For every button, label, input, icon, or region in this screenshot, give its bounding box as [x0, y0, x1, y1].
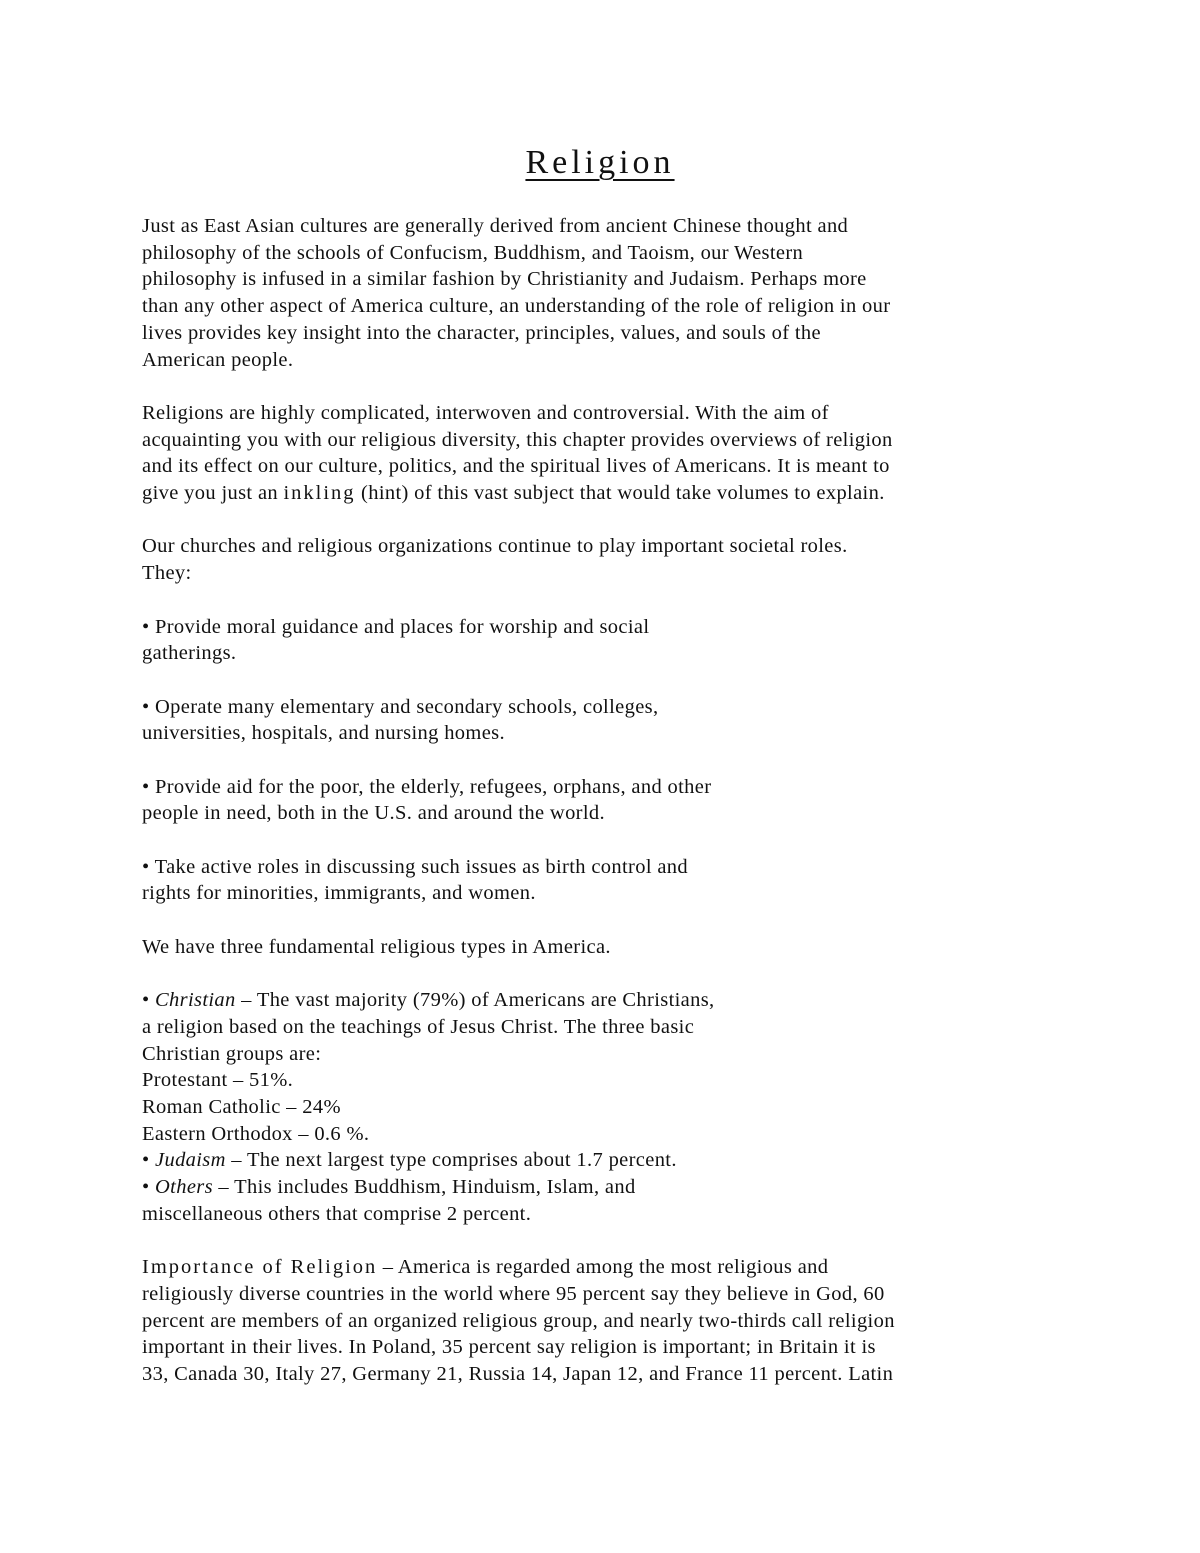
- title-text: Religion: [525, 144, 675, 181]
- text-fragment: – The vast majority (79%) of Americans are Christians,: [235, 989, 715, 1012]
- text-line: acquainting you with our religious diversity, this chapter provides overviews of religion: [142, 428, 893, 451]
- text-line: rights for minorities, immigrants, and women.: [142, 882, 536, 905]
- paragraph-gap: [142, 907, 1072, 934]
- roles-intro-paragraph: [142, 533, 1072, 586]
- text-line: 33, Canada 30, Italy 27, Germany 21, Russia 14, Japan 12, and France 11 percent. Latin: [142, 1363, 894, 1386]
- text-line: [142, 480, 1072, 507]
- paragraph-gap: [142, 587, 1072, 614]
- text-line: percent are members of an organized religious group, and nearly two-thirds call religion: [142, 1309, 895, 1332]
- text-line: Our churches and religious organizations continue to play important societal roles.: [142, 535, 848, 558]
- text-line: • Provide aid for the poor, the elderly, refugees, orphans, and other: [142, 775, 712, 798]
- text-fragment: – This includes Buddhism, Hinduism, Islam, and: [212, 1176, 636, 1199]
- diversity-paragraph: [142, 400, 1072, 507]
- role-item: [142, 614, 1072, 667]
- text-line: American people.: [142, 348, 294, 371]
- page-title: [0, 140, 1200, 186]
- text-line: • Provide moral guidance and places for worship and social: [142, 615, 650, 638]
- paragraph-gap: [142, 507, 1072, 534]
- type-others: [142, 1174, 1072, 1201]
- text-fragment: (hint) of this vast subject that would take volumes to explain.: [355, 482, 885, 505]
- text-line: [142, 1254, 1072, 1281]
- text-line: Protestant – 51%.: [142, 1069, 294, 1092]
- text-line: important in their lives. In Poland, 35 percent say religion is important; in Britain it is: [142, 1336, 876, 1359]
- text-line: Eastern Orthodox – 0.6 %.: [142, 1122, 370, 1145]
- text-line: Religions are highly complicated, interwoven and controversial. With the aim of: [142, 401, 829, 424]
- text-line: We have three fundamental religious types in America.: [142, 935, 611, 958]
- text-line: and its effect on our culture, politics, and the spiritual lives of Americans. It is meant to: [142, 455, 890, 478]
- text-fragment: – The next largest type comprises about 1.7 percent.: [225, 1149, 677, 1172]
- emphasized-word: inkling: [283, 482, 356, 505]
- text-line: philosophy is infused in a similar fashion by Christianity and Judaism. Perhaps more: [142, 268, 867, 291]
- bullet: •: [142, 1176, 156, 1199]
- paragraph-gap: [142, 373, 1072, 400]
- paragraph-gap: [142, 827, 1072, 854]
- intro-paragraph: [142, 213, 1072, 373]
- text-fragment: – America is regarded among the most religious and: [377, 1256, 829, 1279]
- text-line: philosophy of the schools of Confucism, Buddhism, and Taoism, our Western: [142, 241, 804, 264]
- paragraph-gap: [142, 1228, 1072, 1255]
- paragraph-gap: [142, 667, 1072, 694]
- role-item: [142, 694, 1072, 747]
- text-line: • Operate many elementary and secondary schools, colleges,: [142, 695, 659, 718]
- paragraph-gap: [142, 961, 1072, 988]
- document-body: [142, 213, 1072, 1388]
- role-item: [142, 774, 1072, 827]
- type-label: Others: [155, 1176, 213, 1199]
- text-line: Just as East Asian cultures are generally derived from ancient Chinese thought and: [142, 215, 849, 237]
- text-line: a religion based on the teachings of Jesus Christ. The three basic: [142, 1015, 695, 1038]
- text-fragment: give you just an: [142, 482, 284, 505]
- text-line: than any other aspect of America culture, an understanding of the role of religion in our: [142, 295, 891, 318]
- type-label: Christian: [155, 989, 236, 1012]
- text-line: They:: [142, 562, 192, 585]
- text-line: religiously diverse countries in the world where 95 percent say they believe in God, 60: [142, 1282, 885, 1305]
- text-line: gatherings.: [142, 642, 237, 665]
- text-line: people in need, both in the U.S. and around the world.: [142, 802, 605, 825]
- text-line: lives provides key insight into the character, principles, values, and souls of the: [142, 321, 821, 344]
- text-line: Christian groups are:: [142, 1042, 322, 1065]
- types-intro: [142, 934, 1072, 961]
- paragraph-gap: [142, 747, 1072, 774]
- importance-paragraph: [142, 1254, 1072, 1388]
- text-line: Roman Catholic – 24%: [142, 1096, 341, 1119]
- section-label: Importance of Religion: [142, 1256, 378, 1279]
- religious-types-list: [142, 987, 1072, 1227]
- text-line: universities, hospitals, and nursing homes.: [142, 722, 505, 745]
- type-christian: [142, 987, 1072, 1014]
- text-line: miscellaneous others that comprise 2 percent.: [142, 1202, 532, 1225]
- role-item: [142, 854, 1072, 907]
- bullet: •: [142, 989, 156, 1012]
- text-line: • Take active roles in discussing such issues as birth control and: [142, 855, 688, 878]
- type-label: Judaism: [155, 1149, 226, 1172]
- bullet: •: [142, 1149, 156, 1172]
- type-judaism: [142, 1147, 1072, 1174]
